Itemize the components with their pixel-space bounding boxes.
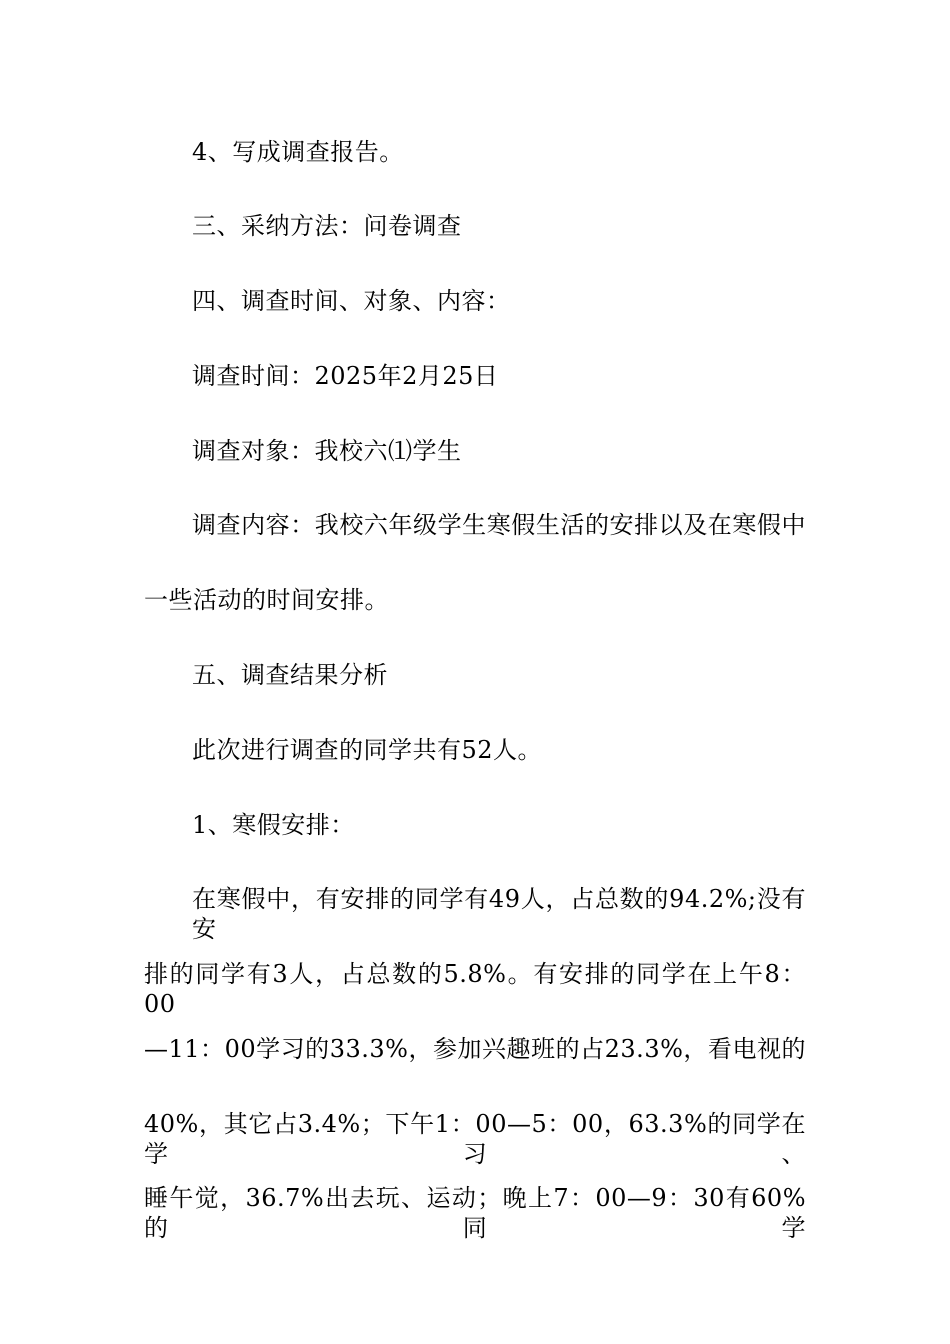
result-paragraph-line-4: 40%，其它占3.4%；下午1：00—5：00，63.3%的同学在学习、 [144,1110,806,1168]
survey-content-line-2: 一些活动的时间安排。 [144,586,389,614]
survey-target-line: 调查对象：我校六⑴学生 [192,437,462,465]
survey-content-line-1: 调查内容：我校六年级学生寒假生活的安排以及在寒假中 [192,511,806,539]
subsection-1-heading: 1、寒假安排： [192,811,355,839]
survey-time-line: 调查时间：2025年2月25日 [192,362,499,390]
section-3-heading: 三、采纳方法：问卷调查 [192,212,462,240]
result-paragraph-line-3: —11：00学习的33.3%，参加兴趣班的占23.3%，看电视的 [144,1035,806,1063]
section-4-heading: 四、调查时间、对象、内容： [192,287,511,315]
participants-line: 此次进行调查的同学共有52人。 [192,736,543,764]
result-paragraph-line-1: 在寒假中，有安排的同学有49人，占总数的94.2%;没有安 [192,885,806,943]
result-paragraph-line-5: 睡午觉，36.7%出去玩、运动；晚上7：00—9：30有60%的同学 [144,1184,806,1242]
section-5-heading: 五、调查结果分析 [192,661,388,689]
result-paragraph-line-2: 排的同学有3人，占总数的5.8%。有安排的同学在上午8：00 [144,960,806,1018]
step-4-line: 4、写成调查报告。 [192,138,404,166]
